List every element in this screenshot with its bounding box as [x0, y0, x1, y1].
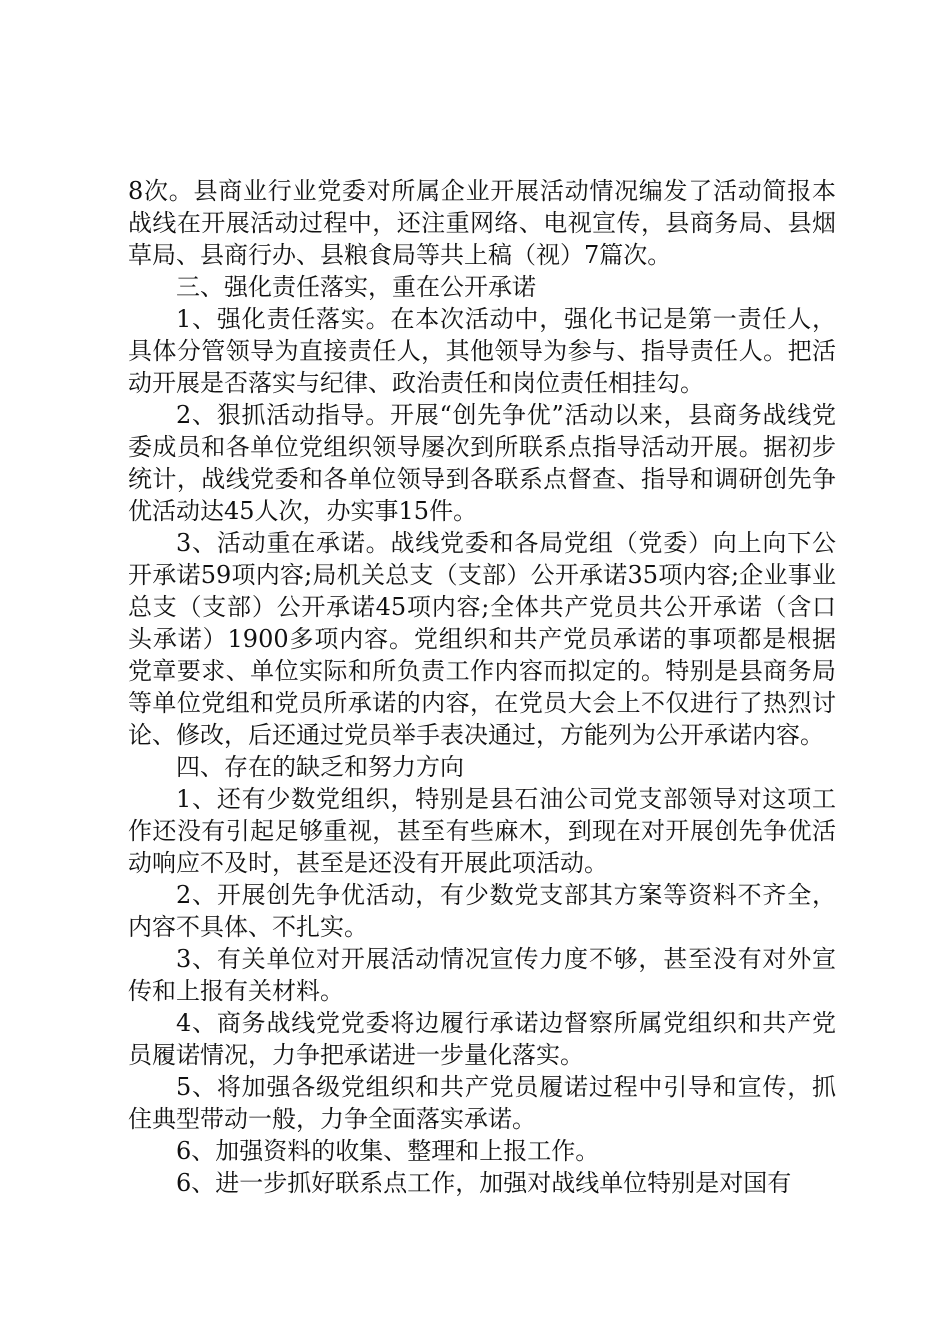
paragraph-shortcoming-1: 1、还有少数党组织，特别是县石油公司党支部领导对这项工作还没有引起足够重视，甚至有些麻木，到现在对开展创先争优活动响应不及时，甚至是还没有开展此项活动。	[128, 785, 836, 877]
paragraph-publicity-summary: 8次。县商业行业党委对所属企业开展活动情况编发了活动简报本战线在开展活动过程中，还注重网络、电视宣传，县商务局、县烟草局、县商行办、县粮食局等共上稿（视）7篇次。	[128, 177, 836, 269]
document-body	[128, 175, 836, 1199]
paragraph-guidance-2: 2、狠抓活动指导。开展“创先争优”活动以来，县商务战线党委成员和各单位党组织领导屡次到所联系点指导活动开展。据初步统计，战线党委和各单位领导到各联系点督查、指导和调研创先争优活动达45人次，办实事15件。	[128, 401, 836, 525]
paragraph-shortcoming-2: 2、开展创先争优活动，有少数党支部其方案等资料不齐全，内容不具体、不扎实。	[128, 881, 836, 941]
paragraph-responsibility-1: 1、强化责任落实。在本次活动中，强化书记是第一责任人，具体分管领导为直接责任人，其他领导为参与、指导责任人。把活动开展是否落实与纪律、政治责任和岗位责任相挂勾。	[128, 305, 836, 397]
paragraph-shortcoming-3: 3、有关单位对开展活动情况宣传力度不够，甚至没有对外宣传和上报有关材料。	[128, 945, 836, 1005]
section-heading-shortcomings: 四、存在的缺乏和努力方向	[176, 753, 464, 781]
paragraph-direction-4: 4、商务战线党党委将边履行承诺边督察所属党组织和共产党员履诺情况，力争把承诺进一步量化落实。	[128, 1009, 836, 1069]
paragraph-direction-5: 5、将加强各级党组织和共产党员履诺过程中引导和宣传，抓住典型带动一般，力争全面落实承诺。	[128, 1073, 836, 1133]
paragraph-commitment-3: 3、活动重在承诺。战线党委和各局党组（党委）向上向下公开承诺59项内容;局机关总支（支部）公开承诺35项内容;企业事业总支（支部）公开承诺45项内容;全体共产党员共公开承诺（含口头承诺）1900多项内容。党组织和共产党员承诺的事项都是根据党章要求、单位实际和所负责工作内容而拟定的。特别是县商务局等单位党组和党员所承诺的内容，在党员大会上不仅进行了热烈讨论、修改，后还通过党员举手表决通过，方能列为公开承诺内容。	[128, 529, 836, 749]
section-heading-responsibility: 三、强化责任落实，重在公开承诺	[176, 273, 536, 301]
paragraph-direction-6b: 6、进一步抓好联系点工作，加强对战线单位特别是对国有	[176, 1169, 792, 1197]
paragraph-direction-6a: 6、加强资料的收集、整理和上报工作。	[176, 1137, 600, 1165]
